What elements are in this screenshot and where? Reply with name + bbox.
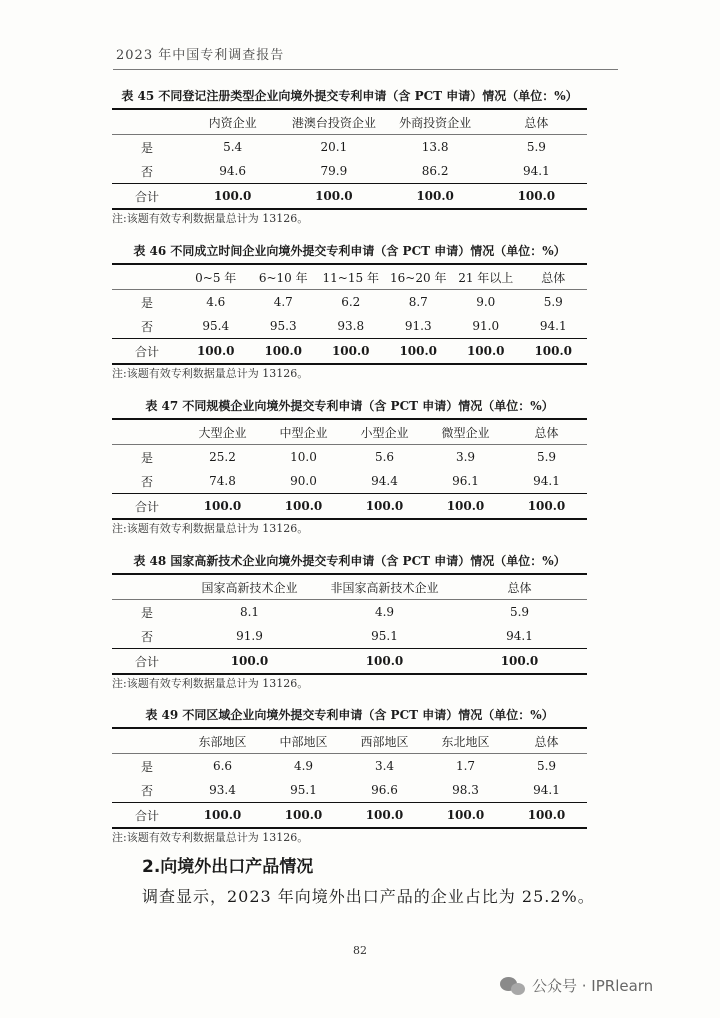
- total-cell: 100.0: [182, 339, 250, 365]
- running-header: 2023 年中国专利调查报告: [116, 48, 285, 63]
- total-row: [112, 184, 587, 210]
- table-row: [112, 290, 587, 315]
- table-cell: 96.1: [452, 474, 479, 488]
- total-cell: 100.0: [452, 339, 520, 365]
- total-cell: 100.0: [520, 339, 588, 365]
- column-header: 6~10 年: [250, 264, 318, 290]
- table-cell: 5.9: [526, 140, 546, 154]
- table-cell: 3.4: [374, 759, 395, 773]
- table-row: [112, 135, 587, 160]
- table-cell: 8.1: [239, 605, 260, 619]
- table-cell: 95.4: [202, 319, 230, 333]
- table-cell: 93.8: [337, 319, 365, 333]
- row-label: 是: [140, 605, 153, 620]
- table-row: [112, 600, 587, 625]
- table-cell: 5.9: [543, 295, 563, 309]
- column-header: [112, 419, 182, 445]
- table-cell: 98.3: [452, 783, 479, 797]
- column-header: 16~20 年: [385, 264, 453, 290]
- table-header-row: [112, 419, 587, 445]
- table-row: [112, 624, 587, 649]
- column-header: 中型企业: [263, 419, 344, 445]
- table-cell: 96.6: [371, 783, 398, 797]
- table-note: 注:该题有效专利数据量总计为 13126。: [112, 831, 309, 844]
- total-cell: 100.0: [344, 494, 425, 520]
- column-header: 国家高新技术企业: [182, 574, 317, 600]
- column-header: 大型企业: [182, 419, 263, 445]
- table-cell: 94.1: [533, 474, 560, 488]
- table-cell: 13.8: [421, 140, 449, 154]
- table-cell: 95.1: [290, 783, 317, 797]
- table-block-0: [112, 88, 587, 226]
- column-header: 中部地区: [263, 728, 344, 754]
- table-cell: 94.1: [506, 629, 533, 643]
- total-cell: 100.0: [506, 494, 587, 520]
- row-label: 否: [140, 319, 153, 334]
- row-label: 是: [140, 140, 153, 155]
- total-cell: 100.0: [182, 649, 317, 675]
- column-header: 小型企业: [344, 419, 425, 445]
- total-label: 合计: [112, 649, 182, 675]
- table-row: [112, 778, 587, 803]
- total-cell: 100.0: [182, 803, 263, 829]
- total-label: 合计: [112, 494, 182, 520]
- watermark: [500, 975, 653, 996]
- column-header: 东部地区: [182, 728, 263, 754]
- table-row: [112, 754, 587, 779]
- column-header: 21 年以上: [452, 264, 520, 290]
- table-cell: 91.9: [236, 629, 263, 643]
- table-cell: 94.6: [219, 164, 246, 178]
- table-block-1: [112, 243, 587, 381]
- column-header: 微型企业: [425, 419, 506, 445]
- total-cell: 100.0: [344, 803, 425, 829]
- table-cell: 20.1: [320, 140, 348, 154]
- total-cell: 100.0: [486, 184, 587, 210]
- total-cell: 100.0: [263, 803, 344, 829]
- total-row: [112, 494, 587, 520]
- table-cell: 90.0: [290, 474, 317, 488]
- total-row: [112, 803, 587, 829]
- body-paragraph: 调查显示，2023 年向境外出口产品的企业占比为 25.2%。: [142, 887, 595, 906]
- row-label: 否: [140, 474, 153, 489]
- table-cell: 25.2: [209, 450, 236, 464]
- column-header: 总体: [520, 264, 588, 290]
- total-cell: 100.0: [317, 339, 385, 365]
- table-cell: 4.6: [206, 295, 226, 309]
- table-cell: 6.2: [341, 295, 361, 309]
- table-caption: 表 48 国家高新技术企业向境外提交专利申请（含 PCT 申请）情况（单位：%）: [133, 554, 566, 568]
- table-cell: 3.9: [455, 450, 476, 464]
- row-label: 否: [140, 629, 153, 644]
- total-cell: 100.0: [385, 339, 453, 365]
- data-table: [112, 108, 587, 210]
- column-header: 内资企业: [182, 109, 283, 135]
- data-table: [112, 263, 587, 365]
- table-header-row: [112, 109, 587, 135]
- table-row: [112, 445, 587, 470]
- column-header: 港澳台投资企业: [283, 109, 384, 135]
- column-header: 东北地区: [425, 728, 506, 754]
- table-cell: 86.2: [421, 164, 449, 178]
- table-header-row: [112, 728, 587, 754]
- column-header: 0~5 年: [182, 264, 250, 290]
- column-header: [112, 728, 182, 754]
- table-caption: 表 49 不同区域企业向境外提交专利申请（含 PCT 申请）情况（单位：%）: [145, 708, 554, 722]
- table-note: 注:该题有效专利数据量总计为 13126。: [112, 212, 309, 225]
- column-header: 总体: [506, 419, 587, 445]
- table-cell: 4.7: [273, 295, 293, 309]
- watermark-text: 公众号 · IPRlearn: [532, 977, 654, 995]
- total-cell: 100.0: [283, 184, 384, 210]
- total-cell: 100.0: [182, 184, 283, 210]
- table-cell: 6.6: [212, 759, 233, 773]
- column-header: 总体: [486, 109, 587, 135]
- column-header: [112, 574, 182, 600]
- table-row: [112, 314, 587, 339]
- table-cell: 5.9: [509, 605, 530, 619]
- table-cell: 95.3: [269, 319, 297, 333]
- table-cell: 74.8: [209, 474, 236, 488]
- table-cell: 4.9: [374, 605, 395, 619]
- column-header: 总体: [506, 728, 587, 754]
- data-table: [112, 727, 587, 829]
- table-header-row: [112, 574, 587, 600]
- column-header: 西部地区: [344, 728, 425, 754]
- table-cell: 8.7: [408, 295, 428, 309]
- column-header: [112, 109, 182, 135]
- table-row: [112, 469, 587, 494]
- table-caption: 表 47 不同规模企业向境外提交专利申请（含 PCT 申请）情况（单位：%）: [145, 399, 554, 413]
- table-header-row: [112, 264, 587, 290]
- row-label: 是: [140, 759, 153, 774]
- total-cell: 100.0: [506, 803, 587, 829]
- row-label: 否: [140, 164, 153, 179]
- table-note: 注:该题有效专利数据量总计为 13126。: [112, 367, 309, 380]
- column-header: 非国家高新技术企业: [317, 574, 452, 600]
- column-header: 总体: [452, 574, 587, 600]
- table-caption: 表 45 不同登记注册类型企业向境外提交专利申请（含 PCT 申请）情况（单位：%）: [121, 89, 578, 103]
- total-cell: 100.0: [182, 494, 263, 520]
- table-cell: 79.9: [320, 164, 348, 178]
- table-cell: 5.4: [223, 140, 243, 154]
- total-cell: 100.0: [425, 494, 506, 520]
- total-row: [112, 649, 587, 675]
- total-label: 合计: [112, 803, 182, 829]
- total-cell: 100.0: [385, 184, 486, 210]
- table-cell: 5.6: [374, 450, 395, 464]
- total-cell: 100.0: [425, 803, 506, 829]
- total-cell: 100.0: [263, 494, 344, 520]
- total-cell: 100.0: [250, 339, 318, 365]
- row-label: 是: [140, 295, 153, 310]
- table-cell: 91.0: [472, 319, 500, 333]
- header-rule: [113, 69, 618, 70]
- table-caption: 表 46 不同成立时间企业向境外提交专利申请（含 PCT 申请）情况（单位：%）: [133, 244, 566, 258]
- table-cell: 5.9: [536, 450, 557, 464]
- column-header: [112, 264, 182, 290]
- table-note: 注:该题有效专利数据量总计为 13126。: [112, 677, 309, 690]
- table-cell: 94.1: [539, 319, 567, 333]
- column-header: 11~15 年: [317, 264, 385, 290]
- table-block-4: [112, 707, 587, 845]
- table-cell: 94.1: [523, 164, 550, 178]
- row-label: 否: [140, 783, 153, 798]
- table-block-2: [112, 398, 587, 536]
- total-label: 合计: [112, 339, 182, 365]
- column-header: 外商投资企业: [385, 109, 486, 135]
- table-cell: 10.0: [290, 450, 317, 464]
- total-row: [112, 339, 587, 365]
- table-cell: 5.9: [536, 759, 557, 773]
- table-cell: 9.0: [476, 295, 496, 309]
- table-note: 注:该题有效专利数据量总计为 13126。: [112, 522, 309, 535]
- table-row: [112, 159, 587, 184]
- total-cell: 100.0: [452, 649, 587, 675]
- total-cell: 100.0: [317, 649, 452, 675]
- table-cell: 94.4: [371, 474, 398, 488]
- data-table: [112, 418, 587, 520]
- wechat-icon: [500, 976, 526, 996]
- table-cell: 93.4: [209, 783, 236, 797]
- section-title: 2.向境外出口产品情况: [142, 857, 314, 877]
- row-label: 是: [140, 450, 153, 465]
- table-cell: 91.3: [404, 319, 432, 333]
- page-number: 82: [353, 944, 367, 957]
- table-cell: 95.1: [371, 629, 398, 643]
- data-table: [112, 573, 587, 675]
- total-label: 合计: [112, 184, 182, 210]
- table-block-3: [112, 553, 587, 691]
- table-cell: 94.1: [533, 783, 560, 797]
- table-cell: 4.9: [293, 759, 314, 773]
- table-cell: 1.7: [455, 759, 476, 773]
